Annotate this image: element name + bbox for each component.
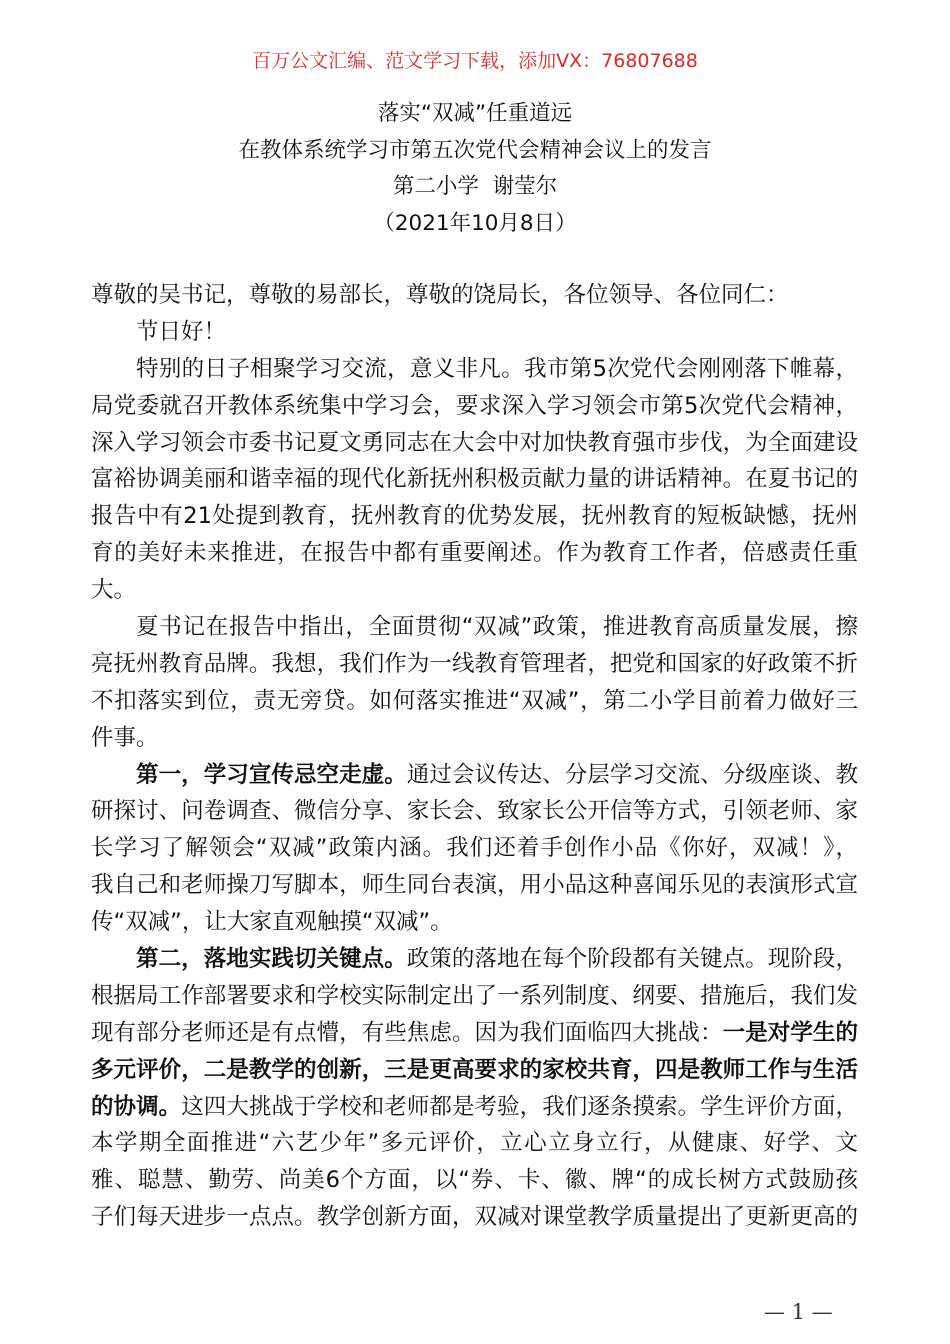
document-author: 第二小学 谢莹尔 bbox=[392, 174, 558, 200]
text: 长学习了解领会“双减”政策内涵。我们还着手创作小品《你好，双减！》， bbox=[91, 835, 858, 862]
text-line bbox=[91, 757, 858, 794]
text: 尊敬的吴书记，尊敬的易部长，尊敬的饶局长，各位领导、各位同仁： bbox=[91, 282, 789, 308]
text: 这四大挑战于学校和老师都是考验，我们逐条摸索。学生评价方面， bbox=[181, 1093, 858, 1120]
text-line bbox=[91, 1052, 858, 1089]
text-line bbox=[91, 830, 858, 867]
text-line bbox=[91, 1199, 858, 1236]
text: 局党委就召开教体系统集中学习会，要求深入学习领会市第5次党代会精神， bbox=[91, 392, 858, 419]
text-line bbox=[91, 1015, 858, 1052]
text-line bbox=[91, 1089, 858, 1126]
paragraph bbox=[91, 314, 858, 351]
text: 子们每天进步一点点。教学创新方面，双减对课堂教学质量提出了更新更高的 bbox=[91, 1204, 858, 1231]
text-line bbox=[91, 609, 858, 646]
text-line bbox=[91, 720, 858, 757]
text: 节日好！ bbox=[136, 318, 227, 345]
bold-text: 第一，学习宣传忌空走虚。 bbox=[136, 761, 407, 788]
text: 现有部分老师还是有点懵，有些焦虑。因为我们面临四大挑战： bbox=[91, 1019, 723, 1046]
text: 本学期全面推进“六艺少年”多元评价，立心立身立行，从健康、好学、文 bbox=[91, 1130, 858, 1157]
bold-text: 的协调。 bbox=[91, 1093, 182, 1120]
paragraph bbox=[91, 277, 858, 314]
document-title: 落实“双减”任重道远 bbox=[377, 101, 573, 126]
document-subtitle: 在教体系统学习市第五次党代会精神会议上的发言 bbox=[238, 137, 712, 163]
text-line bbox=[91, 461, 858, 498]
text-line bbox=[91, 277, 858, 314]
text-line bbox=[91, 683, 858, 720]
text-line bbox=[91, 793, 858, 830]
text: 传“双减”，让大家直观触摸“双减”。 bbox=[91, 909, 453, 936]
bold-text: 多元评价，二是教学的创新，三是更高要求的家校共育，四是教师工作与生活 bbox=[91, 1056, 858, 1083]
text-line bbox=[91, 867, 858, 904]
document-body bbox=[91, 277, 858, 1236]
text: 件事。 bbox=[91, 724, 159, 751]
text: 雅、聪慧、勤劳、尚美6个方面，以“券、卡、徽、牌“的成长树方式鼓励孩 bbox=[91, 1167, 858, 1194]
text: 大。 bbox=[91, 577, 137, 604]
document-date: （2021年10月8日） bbox=[373, 211, 577, 237]
text: 亮抚州教育品牌。我想，我们作为一线教育管理者，把党和国家的好政策不折 bbox=[91, 650, 858, 677]
bold-text: 第二，落地实践切关键点。 bbox=[136, 946, 407, 973]
text-line bbox=[91, 941, 858, 978]
text-line bbox=[91, 314, 858, 351]
text: 不扣落实到位，责无旁贷。如何落实推进“双减”，第二小学目前着力做好三 bbox=[91, 687, 858, 714]
text-line bbox=[91, 646, 858, 683]
text: 研探讨、问卷调查、微信分享、家长会、致家长公开信等方式，引领老师、家 bbox=[91, 798, 858, 825]
header-note: 百万公文汇编、范文学习下载，添加VX：76807688 bbox=[252, 50, 698, 72]
text-line bbox=[91, 1125, 858, 1162]
text-line bbox=[91, 904, 858, 941]
text-line bbox=[91, 388, 858, 425]
paragraph bbox=[91, 941, 858, 1236]
text-line bbox=[91, 498, 858, 535]
paragraph bbox=[91, 757, 858, 941]
text-line bbox=[91, 351, 858, 388]
text-line bbox=[91, 535, 858, 572]
text: 特别的日子相聚学习交流，意义非凡。我市第5次党代会刚刚落下帷幕， bbox=[136, 355, 858, 382]
paragraph bbox=[91, 351, 858, 609]
text: 深入学习领会市委书记夏文勇同志在大会中对加快教育强市步伐，为全面建设 bbox=[91, 429, 858, 456]
text-line bbox=[91, 572, 858, 609]
text: 我自己和老师操刀写脚本，师生同台表演，用小品这种喜闻乐见的表演形式宣 bbox=[91, 872, 858, 899]
text: 政策的落地在每个阶段都有关键点。现阶段， bbox=[406, 946, 858, 973]
text-line bbox=[91, 1162, 858, 1199]
text-line bbox=[91, 425, 858, 462]
text: 报告中有21处提到教育，抚州教育的优势发展，抚州教育的短板缺憾，抚州 bbox=[91, 503, 858, 530]
text: 育的美好未来推进，在报告中都有重要阐述。作为教育工作者，倍感责任重 bbox=[91, 540, 858, 567]
title-block bbox=[0, 96, 950, 243]
text: 夏书记在报告中指出，全面贯彻“双减”政策，推进教育高质量发展，擦 bbox=[136, 614, 858, 641]
page-number: — 1 — bbox=[764, 1300, 833, 1324]
text: 富裕协调美丽和谐幸福的现代化新抚州积极贡献力量的讲话精神。在夏书记的 bbox=[91, 466, 858, 493]
text-line bbox=[91, 978, 858, 1015]
paragraph bbox=[91, 609, 858, 757]
text: 通过会议传达、分层学习交流、分级座谈、教 bbox=[406, 761, 858, 788]
bold-text: 一是对学生的 bbox=[722, 1019, 858, 1046]
text: 根据局工作部署要求和学校实际制定出了一系列制度、纲要、措施后，我们发 bbox=[91, 982, 858, 1009]
